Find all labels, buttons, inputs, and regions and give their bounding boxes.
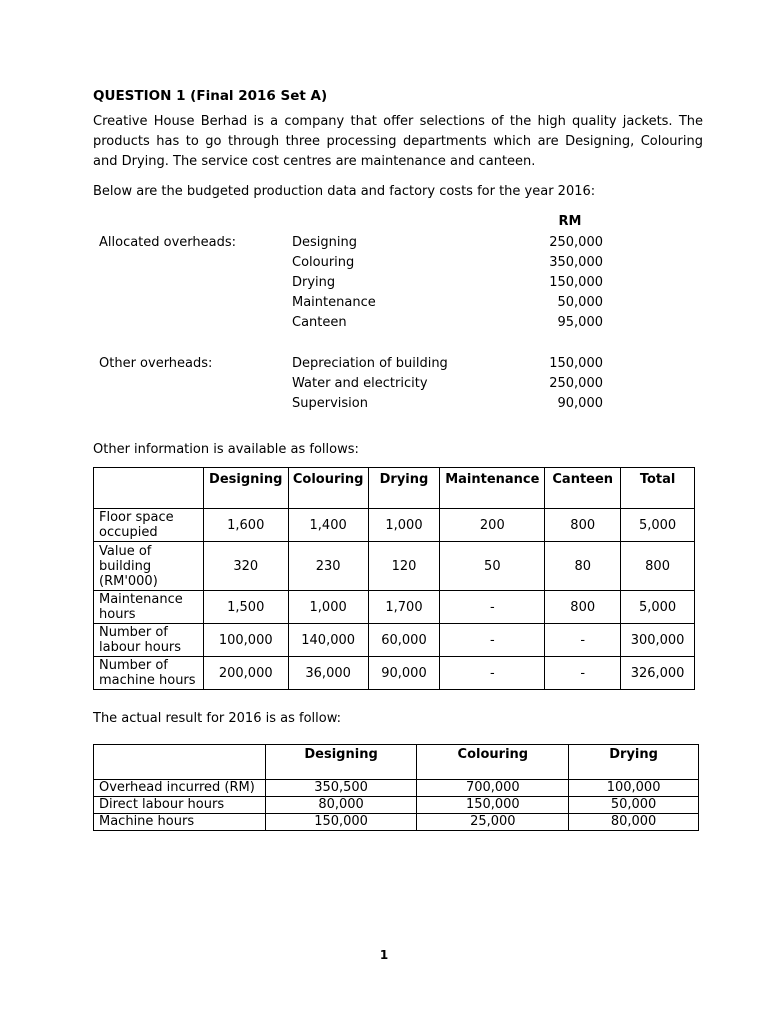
table-cell: 80,000: [265, 797, 417, 814]
allocated-item-amount: 50,000: [557, 295, 603, 310]
table-cell: 60,000: [368, 624, 440, 657]
allocated-item-name: Canteen: [292, 315, 347, 330]
table-cell: 50,000: [569, 797, 699, 814]
table-cell: 36,000: [288, 657, 368, 690]
table-cell: -: [440, 624, 545, 657]
table-cell: 1,400: [288, 509, 368, 542]
other-item-name: Water and electricity: [292, 376, 428, 391]
other-information-table: [93, 467, 695, 690]
currency-header: RM: [558, 214, 582, 229]
table-cell: 80: [545, 542, 621, 591]
actual-intro: The actual result for 2016 is as follow:: [93, 711, 342, 726]
table-row: [94, 797, 699, 814]
table-header: Maintenance: [440, 468, 545, 509]
table-header: Designing: [203, 468, 288, 509]
table-cell: 5,000: [621, 591, 695, 624]
table-row: [94, 509, 695, 542]
table-header: Colouring: [288, 468, 368, 509]
row-label: Number of machine hours: [94, 657, 204, 690]
row-label: Floor space occupied: [94, 509, 204, 542]
table-cell: 800: [621, 542, 695, 591]
table-header: Drying: [368, 468, 440, 509]
table-row: [94, 780, 699, 797]
table-cell: -: [545, 657, 621, 690]
table-cell: 150,000: [265, 814, 417, 831]
row-label: Overhead incurred (RM): [94, 780, 266, 797]
allocated-item-amount: 350,000: [549, 255, 603, 270]
other-item-name: Depreciation of building: [292, 356, 448, 371]
table-cell: 25,000: [417, 814, 569, 831]
intro-paragraph: Creative House Berhad is a company that offer selections of the high quality jackets. The products has to go through three processing departments which are Designing, Colouring and Drying. The service cost centres are maintenance and canteen.: [93, 114, 703, 169]
table-cell: 150,000: [417, 797, 569, 814]
table-cell: 90,000: [368, 657, 440, 690]
budget-intro: Below are the budgeted production data and factory costs for the year 2016:: [93, 184, 596, 199]
other-item-amount: 90,000: [557, 396, 603, 411]
other-overheads-label: Other overheads:: [99, 356, 213, 371]
table-cell: 1,700: [368, 591, 440, 624]
allocated-item-amount: 250,000: [549, 235, 603, 250]
other-item-amount: 250,000: [549, 376, 603, 391]
info-intro: Other information is available as follows:: [93, 442, 359, 457]
table-cell: 140,000: [288, 624, 368, 657]
question-title: QUESTION 1 (Final 2016 Set A): [93, 88, 328, 104]
table-row: [94, 624, 695, 657]
table-cell: 230: [288, 542, 368, 591]
other-item-amount: 150,000: [549, 356, 603, 371]
table-cell: 350,500: [265, 780, 417, 797]
table-cell: 300,000: [621, 624, 695, 657]
row-label: Machine hours: [94, 814, 266, 831]
table-cell: 1,500: [203, 591, 288, 624]
table-row: [94, 591, 695, 624]
row-label: Direct labour hours: [94, 797, 266, 814]
allocated-item-amount: 150,000: [549, 275, 603, 290]
table-header: Designing: [265, 745, 417, 780]
allocated-item-name: Maintenance: [292, 295, 376, 310]
row-label: Number of labour hours: [94, 624, 204, 657]
table-cell: 1,000: [288, 591, 368, 624]
table-cell: 50: [440, 542, 545, 591]
table-row: [94, 542, 695, 591]
actual-results-table: [93, 744, 699, 831]
allocated-item-amount: 95,000: [557, 315, 603, 330]
table-cell: 1,000: [368, 509, 440, 542]
row-label: Maintenance hours: [94, 591, 204, 624]
table-header: Colouring: [417, 745, 569, 780]
table-cell: -: [545, 624, 621, 657]
allocated-item-name: Colouring: [292, 255, 355, 270]
table-cell: -: [440, 591, 545, 624]
table-cell: 120: [368, 542, 440, 591]
row-label: Value of building (RM'000): [94, 542, 204, 591]
table-cell: 80,000: [569, 814, 699, 831]
allocated-item-name: Designing: [292, 235, 357, 250]
table-cell: 100,000: [203, 624, 288, 657]
other-item-name: Supervision: [292, 396, 368, 411]
page-number: 1: [379, 948, 389, 962]
table-cell: -: [440, 657, 545, 690]
table-header: [94, 745, 266, 780]
table-cell: 100,000: [569, 780, 699, 797]
table-cell: 326,000: [621, 657, 695, 690]
table-header: Total: [621, 468, 695, 509]
table-cell: 200: [440, 509, 545, 542]
table-cell: 5,000: [621, 509, 695, 542]
allocated-item-name: Drying: [292, 275, 336, 290]
table-header-row: [94, 745, 699, 780]
table-cell: 320: [203, 542, 288, 591]
table-header: Drying: [569, 745, 699, 780]
table-cell: 800: [545, 591, 621, 624]
table-header: Canteen: [545, 468, 621, 509]
table-row: [94, 814, 699, 831]
allocated-overheads-label: Allocated overheads:: [99, 235, 237, 250]
table-header: [94, 468, 204, 509]
table-header-row: [94, 468, 695, 509]
table-cell: 1,600: [203, 509, 288, 542]
table-row: [94, 657, 695, 690]
table-cell: 800: [545, 509, 621, 542]
table-cell: 200,000: [203, 657, 288, 690]
table-cell: 700,000: [417, 780, 569, 797]
